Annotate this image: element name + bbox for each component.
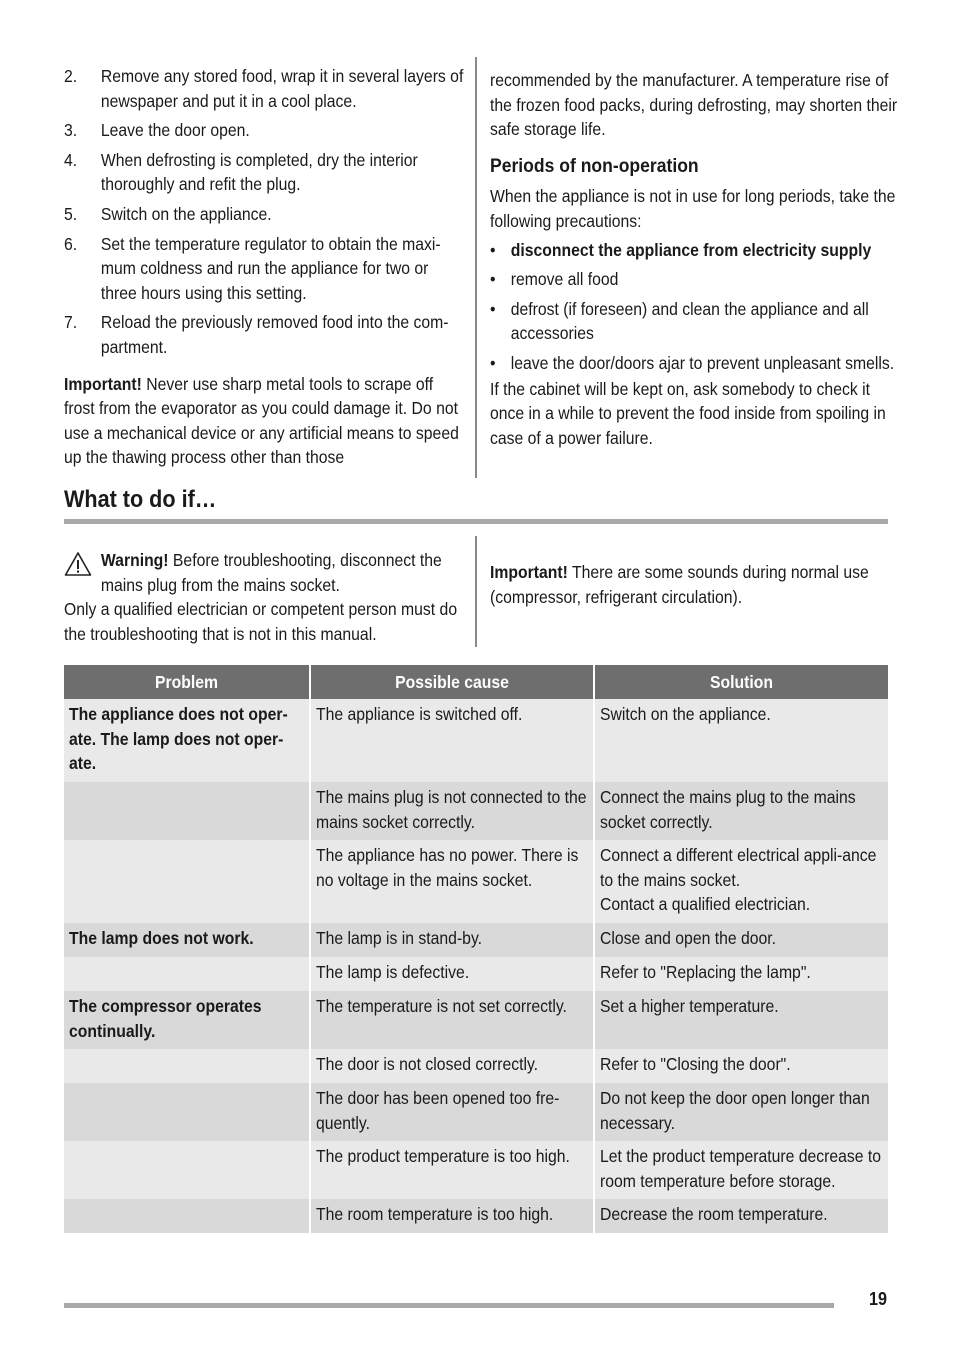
important-label: Important!	[490, 562, 568, 582]
problem-cell: The lamp does not work.	[64, 923, 310, 957]
step-number: 5.	[64, 203, 78, 224]
solution-cell: Refer to "Replacing the lamp".	[594, 957, 888, 991]
table-row	[64, 782, 888, 840]
table-row	[64, 923, 888, 957]
precaution-text: remove all food	[510, 269, 619, 290]
problem-cell	[64, 1083, 310, 1141]
warning-block	[64, 548, 466, 646]
table-row	[64, 957, 888, 991]
defrost-steps-list	[64, 64, 464, 360]
step-text: Reload the previously removed food into the com-partment.	[100, 312, 449, 357]
important-sounds-paragraph	[490, 560, 900, 609]
problem-cell: The compressor operates continually.	[64, 991, 310, 1049]
precaution-item	[490, 267, 900, 292]
solution-cell: Refer to "Closing the door".	[594, 1049, 888, 1083]
cause-cell: The lamp is in stand-by.	[310, 923, 594, 957]
precaution-item	[490, 351, 900, 376]
cause-cell: The appliance has no power. There is no voltage in the mains socket.	[310, 840, 594, 923]
precaution-text: disconnect the appliance from electricity supply	[510, 239, 872, 260]
problem-cell	[64, 840, 310, 923]
cause-cell: The door is not closed correctly.	[310, 1049, 594, 1083]
step-text: Remove any stored food, wrap it in several layers of newspaper and put it in a cool place.	[100, 66, 464, 111]
warning-body: Before troubleshooting, disconnect the mains plug from the mains socket.	[100, 550, 442, 595]
table-row	[64, 1049, 888, 1083]
table-row	[64, 991, 888, 1049]
precaution-text: leave the door/doors ajar to prevent unpleasant smells.	[510, 352, 895, 373]
solution-cell: Connect a different electrical appli-ance to the mains socket. Contact a qualified electrician.	[594, 840, 888, 923]
column-divider	[475, 57, 477, 478]
problem-cell	[64, 1199, 310, 1233]
step-item	[64, 64, 464, 113]
step-number: 7.	[64, 312, 78, 333]
bullet-glyph: •	[490, 269, 496, 290]
continuation-text: recommended by the manufacturer. A temperature rise of the frozen food packs, during defrosting, may shorten their safe storage life.	[490, 70, 898, 140]
step-text: Set the temperature regulator to obtain the maxi-mum coldness and run the appliance for two or three hours using this setting.	[100, 233, 441, 303]
step-item	[64, 310, 464, 359]
step-number: 2.	[64, 66, 78, 86]
bullet-glyph: •	[490, 298, 496, 319]
cause-cell: The temperature is not set correctly.	[310, 991, 594, 1049]
solution-cell: Do not keep the door open longer than necessary.	[594, 1083, 888, 1141]
cause-cell: The appliance is switched off.	[310, 699, 594, 782]
step-item	[64, 232, 464, 306]
step-item	[64, 118, 464, 143]
non-operation-heading: Periods of non-operation	[490, 154, 699, 177]
step-item	[64, 202, 464, 227]
cause-cell: The mains plug is not connected to the mains socket correctly.	[310, 782, 594, 840]
step-number: 3.	[64, 120, 78, 141]
table-header-row	[64, 665, 888, 699]
problem-cell	[64, 957, 310, 991]
table-row	[64, 699, 888, 782]
step-number: 6.	[64, 233, 78, 254]
solution-cell: Let the product temperature decrease to room temperature before storage.	[594, 1141, 888, 1199]
solution-cell: Connect the mains plug to the mains socket correctly.	[594, 782, 888, 840]
right-column	[490, 68, 900, 450]
important-sounds-text: There are some sounds during normal use (compressor, refrigerant circulation).	[490, 562, 869, 607]
step-text: Switch on the appliance.	[100, 203, 272, 224]
non-operation-intro: When the appliance is not in use for long periods, take the following precautions:	[490, 186, 896, 231]
precaution-text: defrost (if foreseen) and clean the appliance and all accessories	[510, 298, 869, 344]
precaution-item	[490, 238, 900, 263]
step-text: When defrosting is completed, dry the interior thoroughly and refit the plug.	[100, 149, 418, 195]
column-header-solution: Solution	[594, 665, 888, 699]
warning-label: Warning!	[100, 550, 169, 570]
step-item	[64, 148, 464, 197]
closing-text: If the cabinet will be kept on, ask somebody to check it once in a while to prevent the food inside from spoiling in case of a power failure.	[490, 378, 886, 448]
left-column	[64, 64, 464, 470]
problem-cell	[64, 1141, 310, 1199]
precaution-item	[490, 297, 900, 346]
column-header-cause: Possible cause	[310, 665, 594, 699]
footer-rule	[64, 1303, 834, 1308]
bullet-glyph: •	[490, 352, 496, 373]
bullet-glyph: •	[490, 239, 496, 260]
table-row	[64, 1141, 888, 1199]
column-header-problem: Problem	[64, 665, 310, 699]
warning-text	[64, 548, 466, 597]
solution-cell: Set a higher temperature.	[594, 991, 888, 1049]
precautions-list	[490, 238, 900, 376]
solution-cell: Decrease the room temperature.	[594, 1199, 888, 1233]
warning-note: Only a qualified electrician or competent person must do the troubleshooting that is not in this manual.	[64, 599, 458, 644]
table-row	[64, 840, 888, 923]
important-sounds-note	[490, 560, 900, 609]
cause-cell: The door has been opened too fre-quently.	[310, 1083, 594, 1141]
column-divider	[475, 536, 477, 647]
cause-cell: The product temperature is too high.	[310, 1141, 594, 1199]
section-rule	[64, 519, 888, 524]
problem-cell	[64, 782, 310, 840]
solution-cell: Close and open the door.	[594, 923, 888, 957]
troubleshooting-table	[64, 665, 888, 1233]
table-row	[64, 1199, 888, 1233]
cause-cell: The lamp is defective.	[310, 957, 594, 991]
important-text: Never use sharp metal tools to scrape off frost from the evaporator as you could damage it. Do not use a mechanical device or any artificial means to speed up the thawing process other than those	[64, 373, 459, 468]
table-row	[64, 1083, 888, 1141]
solution-cell: Switch on the appliance.	[594, 699, 888, 782]
page-number: 19	[869, 1289, 888, 1309]
step-text: Leave the door open.	[100, 120, 250, 141]
step-number: 4.	[64, 149, 78, 170]
important-note-defrost	[64, 372, 464, 470]
section-title: What to do if…	[64, 486, 217, 513]
important-label: Important!	[64, 373, 142, 394]
problem-cell: The appliance does not oper-ate. The lamp does not oper-ate.	[64, 699, 310, 782]
cause-cell: The room temperature is too high.	[310, 1199, 594, 1233]
problem-cell	[64, 1049, 310, 1083]
